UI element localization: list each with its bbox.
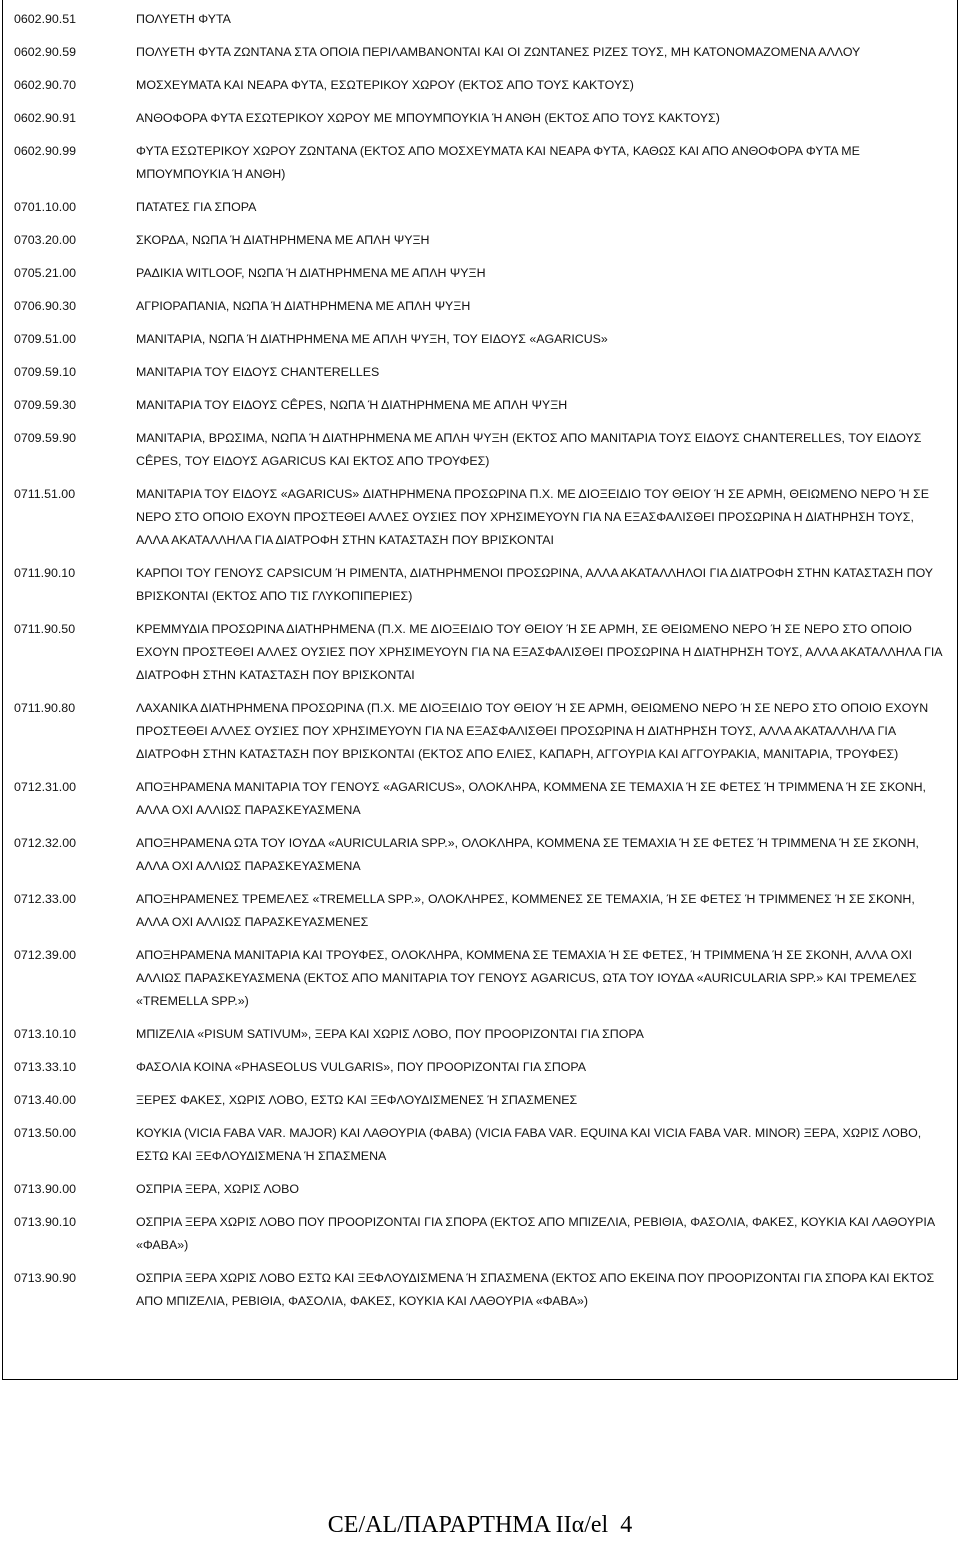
product-description: ΑΝΘΟΦΟΡΑ ΦΥΤΑ ΕΣΩΤΕΡΙΚΟΥ ΧΩΡΟΥ ΜΕ ΜΠΟΥΜΠΟΥΚΙΑ Ή ΑΝΘΗ (ΕΚΤΟΣ ΑΠΟ ΤΟΥΣ ΚΑΚΤΟΥΣ) <box>136 111 720 125</box>
product-description: ΜΑΝΙΤΑΡΙΑ ΤΟΥ ΕΙΔΟΥΣ CHANTERELLES <box>136 365 380 379</box>
product-description: ΑΠΟΞΗΡΑΜΕΝΕΣ ΤΡΕΜΕΛΕΣ «TREMELLA SPP.», ΟΛΟΚΛΗΡΕΣ, ΚΟΜΜΕΝΕΣ ΣΕ ΤΕΜΑΧΙΑ, Ή ΣΕ ΦΕΤΕΣ Ή ΤΡΙΜΜΕΝΕΣ Ή ΣΕ ΣΚΟΝΗ, ΑΛΛΑ ΟΧΙ ΑΛΛΙΩΣ ΠΑΡΑΣΚΕΥΑΣΜΕΝΕΣ <box>136 892 915 929</box>
tariff-code: 0713.40.00 <box>14 1093 77 1107</box>
product-description: ΑΠΟΞΗΡΑΜΕΝΑ ΜΑΝΙΤΑΡΙΑ ΚΑΙ ΤΡΟΥΦΕΣ, ΟΛΟΚΛΗΡΑ, ΚΟΜΜΕΝΑ ΣΕ ΤΕΜΑΧΙΑ Ή ΣΕ ΦΕΤΕΣ, Ή ΤΡΙΜΜΕΝΑ Ή ΣΕ ΣΚΟΝΗ, ΑΛΛΑ ΟΧΙ ΑΛΛΙΩΣ ΠΑΡΑΣΚΕΥΑΣΜΕΝΑ (ΕΚΤΟΣ ΑΠΟ ΜΑΝΙΤΑΡΙΑ ΤΟΥ ΓΕΝΟΥΣ AGARICUS, ΩΤΑ ΤΟΥ ΙΟΥΔΑ «AURICULARIA SPP.» ΚΑΙ ΤΡΕΜΕΛΕΣ «TREMELLA SPP.») <box>136 948 917 1008</box>
footer-reference: CE/AL/ΠΑΡΑΡΤΗΜΑ IIα/el <box>327 1512 609 1538</box>
product-description: ΜΑΝΙΤΑΡΙΑ, ΒΡΩΣΙΜΑ, ΝΩΠΑ Ή ΔΙΑΤΗΡΗΜΕΝΑ ΜΕ ΑΠΛΗ ΨΥΞΗ (ΕΚΤΟΣ ΑΠΟ ΜΑΝΙΤΑΡΙΑ ΤΟΥΣ ΕΙΔΟΥΣ CHANTERELLES, ΤΟΥ ΕΙΔΟΥΣ CÊPES, ΤΟΥ ΕΙΔΟΥΣ AGARICUS ΚΑΙ ΕΚΤΟΣ ΑΠΟ ΤΡΟΥΦΕΣ) <box>136 431 922 468</box>
table-row <box>2 229 958 262</box>
product-description: ΠΟΛΥΕΤΗ ΦΥΤΑ ΖΩΝΤΑΝΑ ΣΤΑ ΟΠΟΙΑ ΠΕΡΙΛΑΜΒΑΝΟΝΤΑΙ ΚΑΙ ΟΙ ΖΩΝΤΑΝΕΣ ΡΙΖΕΣ ΤΟΥΣ, ΜΗ ΚΑΤΟΝΟΜΑΖΟΜΕΝΑ ΑΛΛΟΥ <box>136 45 861 59</box>
product-description: ΦΥΤΑ ΕΣΩΤΕΡΙΚΟΥ ΧΩΡΟΥ ΖΩΝΤΑΝΑ (ΕΚΤΟΣ ΑΠΟ ΜΟΣΧΕΥΜΑΤΑ ΚΑΙ ΝΕΑΡΑ ΦΥΤΑ, ΚΑΘΩΣ ΚΑΙ ΑΠΟ ΑΝΘΟΦΟΡΑ ΦΥΤΑ ΜΕ ΜΠΟΥΜΠΟΥΚΙΑ Ή ΑΝΘΗ) <box>136 144 860 181</box>
table-row <box>2 1211 958 1267</box>
table-row <box>2 262 958 295</box>
table-row <box>2 1089 958 1122</box>
product-description: ΜΑΝΙΤΑΡΙΑ ΤΟΥ ΕΙΔΟΥΣ CÊPES, ΝΩΠΑ Ή ΔΙΑΤΗΡΗΜΕΝΑ ΜΕ ΑΠΛΗ ΨΥΞΗ <box>136 398 568 412</box>
tariff-code: 0713.50.00 <box>14 1126 77 1140</box>
table-row <box>2 776 958 832</box>
tariff-code: 0703.20.00 <box>14 233 77 247</box>
tariff-code: 0713.90.00 <box>14 1182 77 1196</box>
table-row <box>2 618 958 697</box>
product-description: ΚΑΡΠΟΙ ΤΟΥ ΓΕΝΟΥΣ CAPSICUM Ή ΡΙΜΕΝΤΑ, ΔΙΑΤΗΡΗΜΕΝΟΙ ΠΡΟΣΩΡΙΝΑ, ΑΛΛΑ ΑΚΑΤΑΛΛΗΛΟΙ ΓΙΑ ΔΙΑΤΡΟΦΗ ΣΤΗΝ ΚΑΤΑΣΤΑΣΗ ΠΟΥ ΒΡΙΣΚΟΝΤΑΙ (ΕΚΤΟΣ ΑΠΟ ΤΙΣ ΓΛΥΚΟΠΙΠΕΡΙΕΣ) <box>136 566 933 603</box>
table-row <box>2 1178 958 1211</box>
table-row <box>2 295 958 328</box>
product-description: ΟΣΠΡΙΑ ΞΕΡΑ ΧΩΡΙΣ ΛΟΒΟ ΠΟΥ ΠΡΟΟΡΙΖΟΝΤΑΙ ΓΙΑ ΣΠΟΡΑ (ΕΚΤΟΣ ΑΠΟ ΜΠΙΖΕΛΙΑ, ΡΕΒΙΘΙΑ, ΦΑΣΟΛΙΑ, ΦΑΚΕΣ, ΚΟΥΚΙΑ ΚΑΙ ΛΑΘΟΥΡΙΑ «ΦΑΒΑ») <box>136 1215 935 1252</box>
product-description: ΜΑΝΙΤΑΡΙΑ ΤΟΥ ΕΙΔΟΥΣ «AGARICUS» ΔΙΑΤΗΡΗΜΕΝΑ ΠΡΟΣΩΡΙΝΑ Π.Χ. ΜΕ ΔΙΟΞΕΙΔΙΟ ΤΟΥ ΘΕΙΟΥ Ή ΣΕ ΑΡΜΗ, ΘΕΙΩΜΕΝΟ ΝΕΡΟ Ή ΣΕ ΝΕΡΟ ΣΤΟ ΟΠΟΙΟ ΕΧΟΥΝ ΠΡΟΣΤΕΘΕΙ ΑΛΛΕΣ ΟΥΣΙΕΣ ΠΟΥ ΧΡΗΣΙΜΕΥΟΥΝ ΓΙΑ ΝΑ ΕΞΑΣΦΑΛΙΣΘΕΙ ΠΡΟΣΩΡΙΝΑ Η ΔΙΑΤΗΡΗΣΗ ΤΟΥΣ, ΑΛΛΑ ΑΚΑΤΑΛΛΗΛΑ ΓΙΑ ΔΙΑΤΡΟΦΗ ΣΤΗΝ ΚΑΤΑΣΤΑΣΗ ΠΟΥ ΒΡΙΣΚΟΝΤΑΙ <box>136 487 929 547</box>
tariff-code: 0713.90.90 <box>14 1271 77 1285</box>
page-footer <box>0 1512 960 1539</box>
product-description: ΚΟΥΚΙΑ (VICIA FABA VAR. MAJOR) ΚΑΙ ΛΑΘΟΥΡΙΑ (ΦΑΒΑ) (VICIA FABA VAR. EQUINA ΚΑΙ VICIA FABA VAR. MINOR) ΞΕΡΑ, ΧΩΡΙΣ ΛΟΒΟ, ΕΣΤΩ ΚΑΙ ΞΕΦΛΟΥΔΙΣΜΕΝΑ Ή ΣΠΑΣΜΕΝΑ <box>136 1126 922 1163</box>
table-row <box>2 888 958 944</box>
table-row <box>2 0 958 41</box>
table-row <box>2 944 958 1023</box>
table-row <box>2 361 958 394</box>
product-description: ΞΕΡΕΣ ΦΑΚΕΣ, ΧΩΡΙΣ ΛΟΒΟ, ΕΣΤΩ ΚΑΙ ΞΕΦΛΟΥΔΙΣΜΕΝΕΣ Ή ΣΠΑΣΜΕΝΕΣ <box>136 1093 578 1107</box>
product-description: ΛΑΧΑΝΙΚΑ ΔΙΑΤΗΡΗΜΕΝΑ ΠΡΟΣΩΡΙΝΑ (Π.Χ. ΜΕ ΔΙΟΞΕΙΔΙΟ ΤΟΥ ΘΕΙΟΥ Ή ΣΕ ΑΡΜΗ, ΘΕΙΩΜΕΝΟ ΝΕΡΟ Ή ΣΕ ΝΕΡΟ ΣΤΟ ΟΠΟΙΟ ΕΧΟΥΝ ΠΡΟΣΤΕΘΕΙ ΑΛΛΕΣ ΟΥΣΙΕΣ ΠΟΥ ΧΡΗΣΙΜΕΥΟΥΝ ΓΙΑ ΝΑ ΕΞΑΣΦΑΛΙΣΘΕΙ ΠΡΟΣΩΡΙΝΑ Η ΔΙΑΤΗΡΗΣΗ ΤΟΥΣ, ΑΛΛΑ ΑΚΑΤΑΛΛΗΛΑ ΓΙΑ ΔΙΑΤΡΟΦΗ ΣΤΗΝ ΚΑΤΑΣΤΑΣΗ ΠΟΥ ΒΡΙΣΚΟΝΤΑΙ (ΕΚΤΟΣ ΑΠΟ ΕΛΙΕΣ, ΚΑΠΑΡΗ, ΑΓΓΟΥΡΙΑ ΚΑΙ ΑΓΓΟΥΡΑΚΙΑ, ΜΑΝΙΤΑΡΙΑ, ΤΡΟΥΦΕΣ) <box>136 701 929 761</box>
table-row <box>2 562 958 618</box>
table-row <box>2 107 958 140</box>
product-description: ΟΣΠΡΙΑ ΞΕΡΑ ΧΩΡΙΣ ΛΟΒΟ ΕΣΤΩ ΚΑΙ ΞΕΦΛΟΥΔΙΣΜΕΝΑ Ή ΣΠΑΣΜΕΝΑ (ΕΚΤΟΣ ΑΠΟ ΕΚΕΙΝΑ ΠΟΥ ΠΡΟΟΡΙΖΟΝΤΑΙ ΓΙΑ ΣΠΟΡΑ ΚΑΙ ΕΚΤΟΣ ΑΠΟ ΜΠΙΖΕΛΙΑ, ΡΕΒΙΘΙΑ, ΦΑΣΟΛΙΑ, ΦΑΚΕΣ, ΚΟΥΚΙΑ ΚΑΙ ΛΑΘΟΥΡΙΑ «ΦΑΒΑ») <box>136 1271 935 1308</box>
tariff-code-table <box>2 0 958 1323</box>
tariff-code: 0712.39.00 <box>14 948 77 962</box>
tariff-code: 0709.51.00 <box>14 332 77 346</box>
tariff-code: 0602.90.99 <box>14 144 77 158</box>
table-row <box>2 41 958 74</box>
tariff-code: 0713.90.10 <box>14 1215 77 1229</box>
table-row <box>2 1267 958 1323</box>
tariff-code: 0705.21.00 <box>14 266 77 280</box>
tariff-code: 0701.10.00 <box>14 200 77 214</box>
product-description: ΑΠΟΞΗΡΑΜΕΝΑ ΜΑΝΙΤΑΡΙΑ ΤΟΥ ΓΕΝΟΥΣ «AGARICUS», ΟΛΟΚΛΗΡΑ, ΚΟΜΜΕΝΑ ΣΕ ΤΕΜΑΧΙΑ Ή ΣΕ ΦΕΤΕΣ Ή ΤΡΙΜΜΕΝΑ Ή ΣΕ ΣΚΟΝΗ, ΑΛΛΑ ΟΧΙ ΑΛΛΙΩΣ ΠΑΡΑΣΚΕΥΑΣΜΕΝΑ <box>136 780 926 817</box>
tariff-code: 0706.90.30 <box>14 299 77 313</box>
product-description: ΦΑΣΟΛΙΑ ΚΟΙΝΑ «PHASEOLUS VULGARIS», ΠΟΥ ΠΡΟΟΡΙΖΟΝΤΑΙ ΓΙΑ ΣΠΟΡΑ <box>136 1060 587 1074</box>
table-row <box>2 1122 958 1178</box>
tariff-code: 0712.32.00 <box>14 836 77 850</box>
tariff-code: 0602.90.70 <box>14 78 77 92</box>
tariff-code: 0709.59.10 <box>14 365 77 379</box>
tariff-code: 0712.31.00 <box>14 780 77 794</box>
table-body <box>2 0 958 1323</box>
table-row <box>2 394 958 427</box>
product-description: ΑΓΡΙΟΡΑΠΑΝΙΑ, ΝΩΠΑ Ή ΔΙΑΤΗΡΗΜΕΝΑ ΜΕ ΑΠΛΗ ΨΥΞΗ <box>136 299 471 313</box>
table-row <box>2 196 958 229</box>
table-row <box>2 74 958 107</box>
product-description: ΑΠΟΞΗΡΑΜΕΝΑ ΩΤΑ ΤΟΥ ΙΟΥΔΑ «AURICULARIA SPP.», ΟΛΟΚΛΗΡΑ, ΚΟΜΜΕΝΑ ΣΕ ΤΕΜΑΧΙΑ Ή ΣΕ ΦΕΤΕΣ Ή ΤΡΙΜΜΕΝΑ Ή ΣΕ ΣΚΟΝΗ, ΑΛΛΑ ΟΧΙ ΑΛΛΙΩΣ ΠΑΡΑΣΚΕΥΑΣΜΕΝΑ <box>136 836 919 873</box>
table-row <box>2 483 958 562</box>
table-row <box>2 697 958 776</box>
table-row <box>2 832 958 888</box>
tariff-code: 0711.90.10 <box>14 566 76 580</box>
tariff-code: 0709.59.30 <box>14 398 77 412</box>
tariff-code: 0713.10.10 <box>14 1027 77 1041</box>
tariff-code: 0602.90.91 <box>14 111 77 125</box>
page-number: 4 <box>620 1512 633 1538</box>
table-row <box>2 328 958 361</box>
product-description: ΜΑΝΙΤΑΡΙΑ, ΝΩΠΑ Ή ΔΙΑΤΗΡΗΜΕΝΑ ΜΕ ΑΠΛΗ ΨΥΞΗ, ΤΟΥ ΕΙΔΟΥΣ «AGARICUS» <box>136 332 608 346</box>
table-row <box>2 1023 958 1056</box>
tariff-code: 0602.90.59 <box>14 45 77 59</box>
product-description: ΜΠΙΖΕΛΙΑ «PISUM SATIVUM», ΞΕΡΑ ΚΑΙ ΧΩΡΙΣ ΛΟΒΟ, ΠΟΥ ΠΡΟΟΡΙΖΟΝΤΑΙ ΓΙΑ ΣΠΟΡΑ <box>136 1027 644 1041</box>
tariff-code: 0709.59.90 <box>14 431 77 445</box>
product-description: ΡΑΔΙΚΙΑ WITLOOF, ΝΩΠΑ Ή ΔΙΑΤΗΡΗΜΕΝΑ ΜΕ ΑΠΛΗ ΨΥΞΗ <box>136 266 486 280</box>
table-row <box>2 1056 958 1089</box>
table-row <box>2 140 958 196</box>
product-description: ΜΟΣΧΕΥΜΑΤΑ ΚΑΙ ΝΕΑΡΑ ΦΥΤΑ, ΕΣΩΤΕΡΙΚΟΥ ΧΩΡΟΥ (ΕΚΤΟΣ ΑΠΟ ΤΟΥΣ ΚΑΚΤΟΥΣ) <box>136 78 634 92</box>
tariff-code: 0713.33.10 <box>14 1060 77 1074</box>
product-description: ΣΚΟΡΔΑ, ΝΩΠΑ Ή ΔΙΑΤΗΡΗΜΕΝΑ ΜΕ ΑΠΛΗ ΨΥΞΗ <box>136 233 430 247</box>
tariff-code: 0711.90.50 <box>14 622 76 636</box>
product-description: ΚΡΕΜΜΥΔΙΑ ΠΡΟΣΩΡΙΝΑ ΔΙΑΤΗΡΗΜΕΝΑ (Π.Χ. ΜΕ ΔΙΟΞΕΙΔΙΟ ΤΟΥ ΘΕΙΟΥ Ή ΣΕ ΑΡΜΗ, ΣΕ ΘΕΙΩΜΕΝΟ ΝΕΡΟ Ή ΣΕ ΝΕΡΟ ΣΤΟ ΟΠΟΙΟ ΕΧΟΥΝ ΠΡΟΣΤΕΘΕΙ ΑΛΛΕΣ ΟΥΣΙΕΣ ΠΟΥ ΧΡΗΣΙΜΕΥΟΥΝ ΓΙΑ ΝΑ ΕΞΑΣΦΑΛΙΣΘΕΙ ΠΡΟΣΩΡΙΝΑ Η ΔΙΑΤΗΡΗΣΗ ΤΟΥΣ, ΑΛΛΑ ΑΚΑΤΑΛΛΗΛΑ ΓΙΑ ΔΙΑΤΡΟΦΗ ΣΤΗΝ ΚΑΤΑΣΤΑΣΗ ΠΟΥ ΒΡΙΣΚΟΝΤΑΙ <box>136 622 942 682</box>
product-description: ΟΣΠΡΙΑ ΞΕΡΑ, ΧΩΡΙΣ ΛΟΒΟ <box>136 1182 299 1196</box>
product-description: ΠΑΤΑΤΕΣ ΓΙΑ ΣΠΟΡΑ <box>136 200 257 214</box>
tariff-code: 0711.90.80 <box>14 701 76 715</box>
tariff-code: 0602.90.51 <box>14 12 77 26</box>
product-description: ΠΟΛΥΕΤΗ ΦΥΤΑ <box>136 12 231 26</box>
tariff-code: 0712.33.00 <box>14 892 77 906</box>
tariff-code: 0711.51.00 <box>14 487 76 501</box>
table-row <box>2 427 958 483</box>
